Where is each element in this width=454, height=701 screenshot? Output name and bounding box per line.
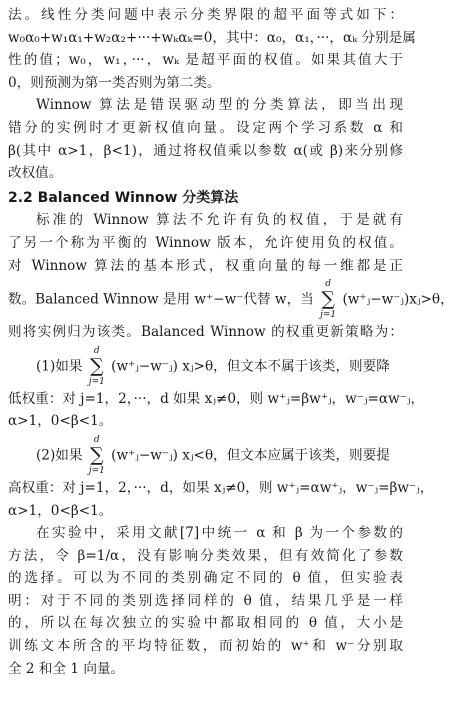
rule-1-continuation: 低权重：对 j=1，2，···，d 如果 xⱼ≠0，则 w⁺ⱼ=βw⁺ⱼ，w⁻ⱼ=αw⁻ⱼ， (8, 390, 425, 407)
section-heading: 2.2 Balanced Winnow 分类算法 (8, 189, 239, 206)
text-line: w₀α₀+w₁α₁+w₂α₂+···+wₖαₖ=0，其中：α₀，α₁，···，αₖ 分别是属 (8, 29, 416, 46)
text-line: 错分的实例时才更新权值向量。设定两个学习系数 α 和 (8, 119, 403, 136)
text-line: 方法，令 β=1/α，没有影响分类效果，但有效简化了参数 (8, 547, 403, 564)
text-line: 标准的 Winnow 算法不允许有负的权值，于是就有 (36, 212, 403, 229)
text-line: 全 2 和全 1 向量。 (8, 660, 125, 677)
sum-upper-limit: d (93, 345, 100, 356)
text-line: Winnow 算法是错误驱动型的分类算法，即当出现 (36, 97, 403, 114)
sum-lower-limit: j=1 (320, 310, 337, 321)
text-line: β(其中 α>1，β<1)，通过将权值乘以参数 α(或 β)来分别修 (8, 142, 403, 159)
rule-1-condition: α>1，0<β<1。 (8, 413, 113, 430)
text-line: 了另一个称为平衡的 Winnow 版本，允许使用负的权值。 (8, 234, 403, 251)
formula-prefix: 数。Balanced Winnow 是用 w⁺−w⁻代替 w，当 (8, 291, 314, 308)
rule-2-prefix: (2)如果 (36, 447, 83, 464)
text-line: 0，则预测为第一类否则为第二类。 (8, 74, 221, 91)
text-line: 法。线性分类问题中表示分类界限的超平面等式如下： (8, 7, 403, 23)
formula-expression: (w⁺ⱼ−w⁻ⱼ)xⱼ>θ， (342, 291, 454, 308)
text-line: 的，所以在每次独立的实验中都取相同的 θ 值，大小是 (8, 615, 403, 632)
summation-symbol (89, 345, 105, 388)
text-line: 的选择。可以为不同的类别确定不同的 θ 值，但实验表 (8, 570, 403, 587)
sum-upper-limit: d (93, 434, 100, 445)
rule-1-line (8, 344, 403, 388)
rule-2-expression: (w⁺ⱼ−w⁻ⱼ) xⱼ<θ，但文本应属于该类，则要提 (111, 447, 390, 464)
text-line: 对 Winnow 算法的基本形式，权重向量的每一维都是正 (8, 257, 403, 274)
sum-lower-limit: j=1 (88, 376, 105, 387)
text-line: 改权值。 (8, 165, 63, 182)
sigma-glyph: ∑ (90, 354, 104, 377)
rule-2-continuation: 高权重：对 j=1，2，···，d，如果 xⱼ≠0，则 w⁺ⱼ=αw⁺ⱼ，w⁻ⱼ=βw⁻ⱼ， (8, 479, 434, 496)
text-line: 则将实例归为该类。Balanced Winnow 的权重更新策略为： (8, 324, 403, 341)
summation-symbol (320, 278, 336, 321)
rule-2-line (8, 433, 403, 477)
text-line: 性的值；w₀，w₁，···，wₖ 是超平面的权值。如果其值大于 (8, 52, 403, 69)
rule-2-condition: α>1，0<β<1。 (8, 502, 113, 519)
rule-1-expression: (w⁺ⱼ−w⁻ⱼ) xⱼ>θ，但文本不属于该类，则要降 (111, 358, 390, 375)
sum-upper-limit: d (325, 279, 331, 290)
text-line: 明：对于不同的类别选择同样的 θ 值，结果几乎是一样 (8, 592, 403, 609)
text-line: 训练文本所含的平均特征数，而初始的 w⁺和 w⁻分别取 (8, 638, 403, 655)
text-line: 在实验中，采用文献[7]中统一 α 和 β 为一个参数的 (36, 525, 403, 542)
rule-1-prefix: (1)如果 (36, 358, 83, 375)
summation-symbol (89, 434, 105, 477)
formula-line (8, 277, 454, 321)
sigma-glyph: ∑ (321, 288, 335, 311)
sigma-glyph: ∑ (90, 443, 104, 466)
sum-lower-limit: j=1 (88, 465, 105, 476)
